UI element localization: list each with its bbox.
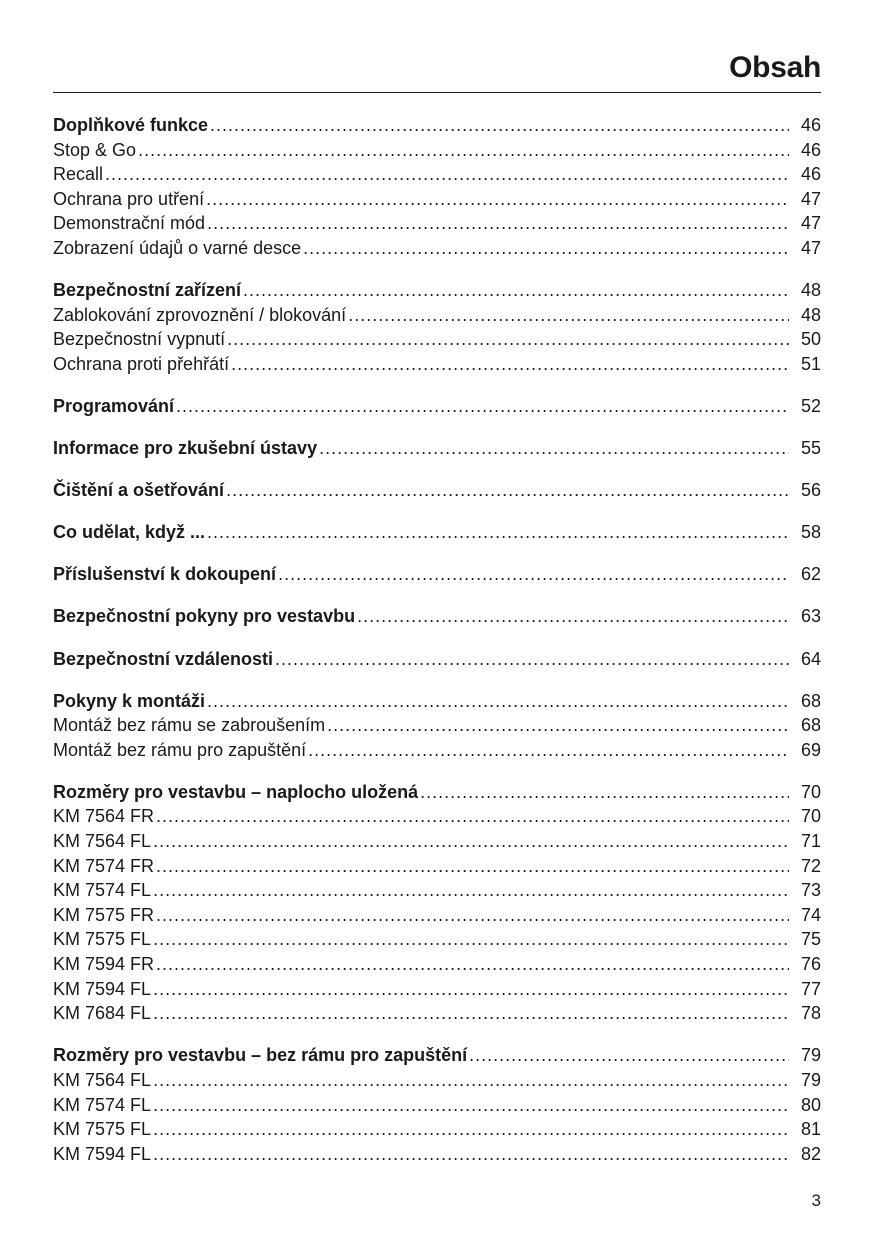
toc-section	[53, 604, 821, 629]
toc-entry-page: 47	[800, 237, 821, 258]
toc-entry-label: Příslušenství k dokoupení	[53, 564, 277, 585]
toc-entry-label: KM 7594 FL	[53, 1143, 152, 1164]
dot-leader	[348, 303, 789, 328]
dot-leader	[153, 829, 789, 854]
toc-entry[interactable]	[53, 903, 821, 928]
dot-leader	[243, 278, 789, 303]
toc-entry[interactable]	[53, 352, 821, 377]
toc-heading-entry[interactable]	[53, 562, 821, 587]
toc-entry-label: KM 7564 FL	[53, 1069, 152, 1090]
toc-heading-entry[interactable]	[53, 436, 821, 461]
toc-entry-label: Montáž bez rámu se zabroušením	[53, 715, 326, 736]
dot-leader	[275, 647, 789, 672]
dot-leader	[156, 903, 789, 928]
toc-section	[53, 278, 821, 376]
dot-leader	[319, 436, 789, 461]
toc-entry-page: 71	[800, 831, 821, 852]
toc-entry-label: Recall	[53, 164, 104, 185]
dot-leader	[420, 780, 789, 805]
toc-entry-label: Informace pro zkušební ústavy	[53, 438, 318, 459]
toc-entry-page: 46	[800, 164, 821, 185]
dot-leader	[156, 804, 789, 829]
dot-leader	[308, 738, 789, 763]
toc-entry-label: KM 7684 FL	[53, 1003, 152, 1024]
toc-entry[interactable]	[53, 1068, 821, 1093]
toc-entry-label: Bezpečnostní vzdálenosti	[53, 648, 274, 669]
toc-entry-page: 51	[800, 353, 821, 374]
toc-section	[53, 647, 821, 672]
toc-entry-label: Stop & Go	[53, 139, 137, 160]
toc-section	[53, 780, 821, 1026]
title-divider	[53, 92, 821, 93]
toc-entry[interactable]	[53, 1117, 821, 1142]
page-title: Obsah	[729, 51, 821, 84]
toc-entry-page: 75	[800, 929, 821, 950]
toc-entry-page: 78	[800, 1003, 821, 1024]
toc-entry-page: 52	[800, 395, 821, 416]
toc-entry-label: Programování	[53, 395, 175, 416]
toc-entry-label: KM 7575 FL	[53, 1119, 152, 1140]
toc-entry-page: 63	[800, 606, 821, 627]
toc-entry-page: 79	[800, 1069, 821, 1090]
toc-entry-label: KM 7574 FR	[53, 855, 155, 876]
toc-entry-label: KM 7564 FL	[53, 831, 152, 852]
toc-entry-label: KM 7594 FR	[53, 954, 155, 975]
dot-leader	[153, 1117, 789, 1142]
dot-leader	[156, 952, 789, 977]
toc-entry-page: 47	[800, 188, 821, 209]
toc-entry-page: 46	[800, 115, 821, 135]
dot-leader	[303, 236, 789, 261]
dot-leader	[231, 352, 789, 377]
toc-entry-label: Doplňkové funkce	[53, 115, 209, 135]
toc-entry-label: Bezpečnostní zařízení	[53, 280, 242, 301]
toc-entry-page: 68	[800, 690, 821, 711]
toc-entry-label: Bezpečnostní vypnutí	[53, 329, 226, 350]
toc-entry-page: 55	[800, 438, 821, 459]
dot-leader	[206, 187, 789, 212]
dot-leader	[153, 1068, 789, 1093]
toc-entry[interactable]	[53, 1001, 821, 1026]
toc-heading-entry[interactable]	[53, 278, 821, 303]
table-of-contents	[53, 113, 821, 1184]
toc-entry-page: 68	[800, 715, 821, 736]
dot-leader	[469, 1043, 789, 1068]
toc-heading-entry[interactable]	[53, 780, 821, 805]
dot-leader	[278, 562, 789, 587]
toc-entry[interactable]	[53, 829, 821, 854]
toc-entry-page: 47	[800, 213, 821, 234]
toc-entry[interactable]	[53, 1093, 821, 1118]
toc-entry[interactable]	[53, 303, 821, 328]
dot-leader	[153, 977, 789, 1002]
toc-section	[53, 689, 821, 763]
toc-entry-page: 74	[800, 904, 821, 925]
toc-entry[interactable]	[53, 187, 821, 212]
toc-entry-page: 70	[800, 806, 821, 827]
toc-entry-page: 69	[800, 739, 821, 760]
toc-entry-page: 48	[800, 304, 821, 325]
dot-leader	[105, 162, 789, 187]
toc-entry[interactable]	[53, 738, 821, 763]
toc-entry-label: Rozměry pro vestavbu – bez rámu pro zapuštění	[53, 1045, 468, 1066]
dot-leader	[210, 113, 789, 138]
toc-entry-page: 58	[800, 522, 821, 543]
toc-section	[53, 1043, 821, 1166]
toc-entry-page: 46	[800, 139, 821, 160]
toc-entry-label: KM 7575 FR	[53, 904, 155, 925]
dot-leader	[207, 520, 789, 545]
dot-leader	[207, 211, 789, 236]
toc-section	[53, 562, 821, 587]
toc-entry-page: 50	[800, 329, 821, 350]
toc-heading-entry[interactable]	[53, 113, 821, 138]
toc-section	[53, 520, 821, 545]
toc-entry-page: 72	[800, 855, 821, 876]
toc-entry-page: 62	[800, 564, 821, 585]
dot-leader	[153, 1093, 789, 1118]
toc-entry[interactable]	[53, 162, 821, 187]
toc-entry-label: KM 7574 FL	[53, 880, 152, 901]
toc-heading-entry[interactable]	[53, 1043, 821, 1068]
toc-entry-page: 79	[800, 1045, 821, 1066]
toc-heading-entry[interactable]	[53, 689, 821, 714]
toc-entry-label: KM 7564 FR	[53, 806, 155, 827]
toc-section	[53, 436, 821, 461]
toc-entry[interactable]	[53, 878, 821, 903]
toc-entry-page: 56	[800, 480, 821, 501]
toc-entry-page: 76	[800, 954, 821, 975]
toc-entry[interactable]	[53, 854, 821, 879]
toc-entry[interactable]	[53, 327, 821, 352]
toc-entry-page: 70	[800, 781, 821, 802]
toc-entry-page: 81	[800, 1119, 821, 1140]
toc-entry-page: 73	[800, 880, 821, 901]
dot-leader	[327, 713, 789, 738]
toc-entry[interactable]	[53, 1142, 821, 1167]
toc-entry-label: Bezpečnostní pokyny pro vestavbu	[53, 606, 356, 627]
toc-entry-label: KM 7574 FL	[53, 1094, 152, 1115]
toc-entry-label: Pokyny k montáži	[53, 690, 206, 711]
toc-entry-page: 64	[800, 648, 821, 669]
toc-section	[53, 113, 821, 261]
dot-leader	[156, 854, 789, 879]
dot-leader	[207, 689, 789, 714]
dot-leader	[226, 478, 789, 503]
toc-heading-entry[interactable]	[53, 604, 821, 629]
dot-leader	[153, 878, 789, 903]
toc-entry-page: 48	[800, 280, 821, 301]
toc-entry-label: Ochrana pro utření	[53, 188, 205, 209]
toc-entry-label: Čištění a ošetřování	[53, 480, 225, 501]
toc-entry[interactable]	[53, 138, 821, 163]
dot-leader	[357, 604, 789, 629]
dot-leader	[153, 1142, 789, 1167]
toc-section	[53, 478, 821, 503]
toc-entry-page: 82	[800, 1143, 821, 1164]
toc-heading-entry[interactable]	[53, 520, 821, 545]
toc-entry-page: 80	[800, 1094, 821, 1115]
toc-entry[interactable]	[53, 927, 821, 952]
toc-entry-label: KM 7594 FL	[53, 978, 152, 999]
toc-entry[interactable]	[53, 236, 821, 261]
toc-section	[53, 394, 821, 419]
toc-entry-label: Demonstrační mód	[53, 213, 206, 234]
toc-entry-label: Ochrana proti přehřátí	[53, 353, 230, 374]
dot-leader	[153, 927, 789, 952]
toc-entry-label: Montáž bez rámu pro zapuštění	[53, 739, 307, 760]
toc-entry-page: 77	[800, 978, 821, 999]
toc-entry[interactable]	[53, 977, 821, 1002]
toc-entry[interactable]	[53, 211, 821, 236]
dot-leader	[153, 1001, 789, 1026]
toc-entry[interactable]	[53, 713, 821, 738]
toc-entry[interactable]	[53, 952, 821, 977]
toc-entry-label: Zablokování zprovoznění / blokování	[53, 304, 347, 325]
toc-entry-label: Zobrazení údajů o varné desce	[53, 237, 302, 258]
toc-entry-label: KM 7575 FL	[53, 929, 152, 950]
toc-heading-entry[interactable]	[53, 394, 821, 419]
dot-leader	[138, 138, 789, 163]
toc-heading-entry[interactable]	[53, 647, 821, 672]
toc-entry-label: Rozměry pro vestavbu – naplocho uložená	[53, 781, 419, 802]
dot-leader	[176, 394, 789, 419]
dot-leader	[227, 327, 789, 352]
toc-entry-label: Co udělat, když ...	[53, 522, 206, 543]
toc-heading-entry[interactable]	[53, 478, 821, 503]
toc-entry[interactable]	[53, 804, 821, 829]
page-number: 3	[811, 1191, 821, 1210]
